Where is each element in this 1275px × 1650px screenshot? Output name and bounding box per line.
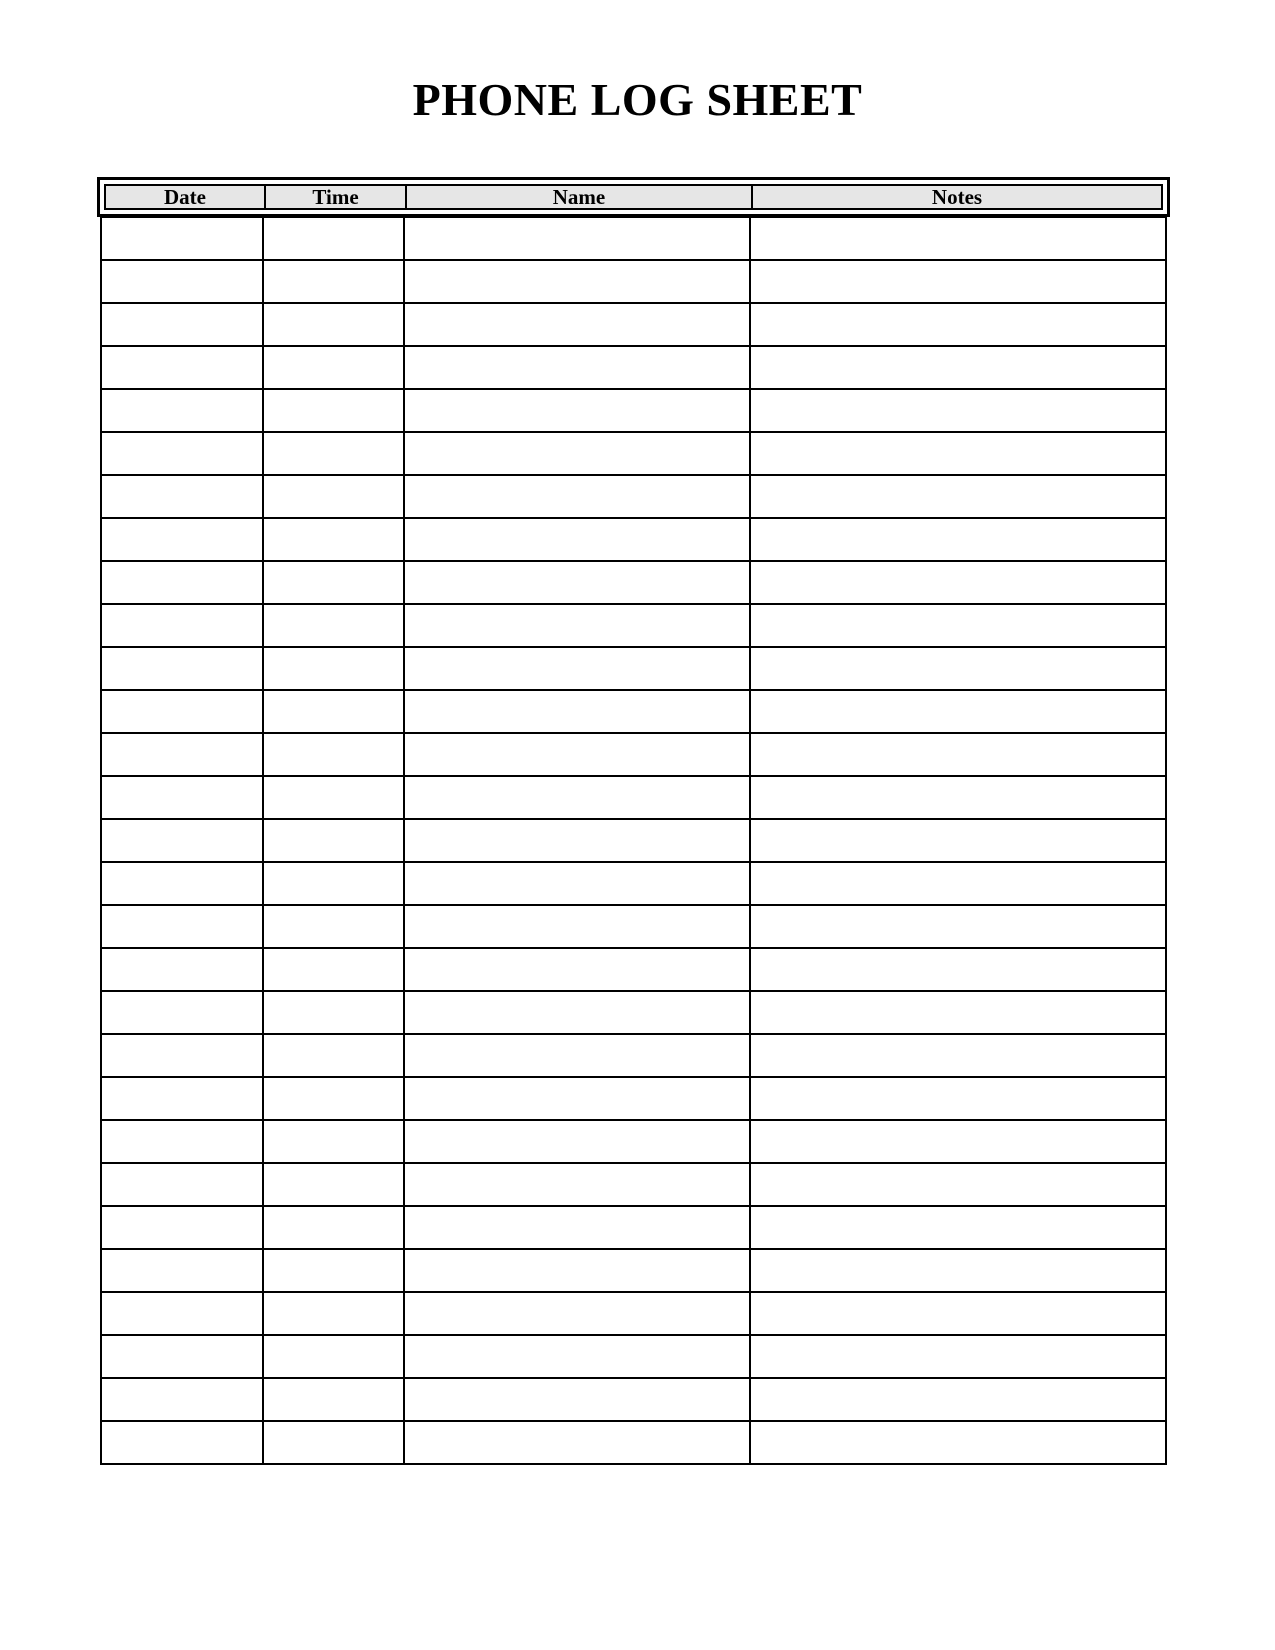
date-cell[interactable] <box>101 1292 263 1335</box>
time-cell[interactable] <box>263 905 404 948</box>
table-row <box>101 432 1166 475</box>
time-cell[interactable] <box>263 948 404 991</box>
date-cell[interactable] <box>101 218 263 261</box>
name-cell[interactable] <box>404 346 750 389</box>
name-cell[interactable] <box>404 260 750 303</box>
time-cell[interactable] <box>263 862 404 905</box>
date-cell[interactable] <box>101 776 263 819</box>
time-cell[interactable] <box>263 1120 404 1163</box>
table-header-row <box>104 184 1163 210</box>
notes-cell[interactable] <box>750 1206 1166 1249</box>
time-cell[interactable] <box>263 1163 404 1206</box>
header-name: Name <box>407 186 753 208</box>
notes-cell[interactable] <box>750 819 1166 862</box>
name-cell[interactable] <box>404 389 750 432</box>
notes-cell[interactable] <box>750 432 1166 475</box>
name-cell[interactable] <box>404 475 750 518</box>
table-row <box>101 948 1166 991</box>
header-time: Time <box>266 186 407 208</box>
table-row <box>101 303 1166 346</box>
notes-cell[interactable] <box>750 1120 1166 1163</box>
name-cell[interactable] <box>404 518 750 561</box>
time-cell[interactable] <box>263 733 404 776</box>
date-cell[interactable] <box>101 518 263 561</box>
time-cell[interactable] <box>263 1249 404 1292</box>
page-title: PHONE LOG SHEET <box>412 74 863 125</box>
date-cell[interactable] <box>101 1421 263 1464</box>
notes-cell[interactable] <box>750 862 1166 905</box>
date-cell[interactable] <box>101 1077 263 1120</box>
name-cell[interactable] <box>404 561 750 604</box>
date-cell[interactable] <box>101 346 263 389</box>
name-cell[interactable] <box>404 1249 750 1292</box>
table-row <box>101 475 1166 518</box>
notes-cell[interactable] <box>750 905 1166 948</box>
notes-cell[interactable] <box>750 346 1166 389</box>
time-cell[interactable] <box>263 819 404 862</box>
table-row <box>101 346 1166 389</box>
time-cell[interactable] <box>263 475 404 518</box>
table-row <box>101 862 1166 905</box>
time-cell[interactable] <box>263 303 404 346</box>
header-date: Date <box>106 186 266 208</box>
time-cell[interactable] <box>263 604 404 647</box>
name-cell[interactable] <box>404 991 750 1034</box>
date-cell[interactable] <box>101 862 263 905</box>
notes-cell[interactable] <box>750 561 1166 604</box>
time-cell[interactable] <box>263 690 404 733</box>
table-row <box>101 1077 1166 1120</box>
header-notes: Notes <box>931 185 983 209</box>
phone-log-table <box>100 217 1167 1465</box>
time-cell[interactable] <box>263 561 404 604</box>
time-cell[interactable] <box>263 1378 404 1421</box>
name-cell[interactable] <box>404 733 750 776</box>
name-cell[interactable] <box>404 432 750 475</box>
name-cell[interactable] <box>404 690 750 733</box>
name-cell[interactable] <box>404 303 750 346</box>
name-cell[interactable] <box>404 1378 750 1421</box>
name-cell[interactable] <box>404 862 750 905</box>
notes-cell[interactable] <box>750 604 1166 647</box>
notes-cell[interactable] <box>750 1421 1166 1464</box>
notes-cell[interactable] <box>750 991 1166 1034</box>
date-cell[interactable] <box>101 733 263 776</box>
table-row <box>101 905 1166 948</box>
date-cell[interactable] <box>101 1335 263 1378</box>
table-row <box>101 1206 1166 1249</box>
notes-cell[interactable] <box>750 1034 1166 1077</box>
time-cell[interactable] <box>263 1034 404 1077</box>
notes-cell[interactable] <box>750 733 1166 776</box>
name-cell[interactable] <box>404 1077 750 1120</box>
name-cell[interactable] <box>404 819 750 862</box>
table-row <box>101 819 1166 862</box>
table-row <box>101 260 1166 303</box>
name-cell[interactable] <box>404 776 750 819</box>
time-cell[interactable] <box>263 991 404 1034</box>
notes-cell[interactable] <box>750 647 1166 690</box>
date-cell[interactable] <box>101 647 263 690</box>
notes-cell[interactable] <box>750 1163 1166 1206</box>
table-row <box>101 389 1166 432</box>
table-row <box>101 1249 1166 1292</box>
notes-cell[interactable] <box>750 303 1166 346</box>
name-cell[interactable] <box>404 1421 750 1464</box>
notes-cell[interactable] <box>750 475 1166 518</box>
name-cell[interactable] <box>404 1335 750 1378</box>
time-cell[interactable] <box>263 346 404 389</box>
date-cell[interactable] <box>101 604 263 647</box>
table-row <box>101 647 1166 690</box>
time-cell[interactable] <box>263 1335 404 1378</box>
table-row <box>101 1120 1166 1163</box>
name-cell[interactable] <box>404 1163 750 1206</box>
notes-cell[interactable] <box>750 389 1166 432</box>
time-cell[interactable] <box>263 518 404 561</box>
name-cell[interactable] <box>404 1034 750 1077</box>
date-cell[interactable] <box>101 1120 263 1163</box>
notes-cell[interactable] <box>750 218 1166 261</box>
notes-cell[interactable] <box>750 1378 1166 1421</box>
table-row <box>101 518 1166 561</box>
time-cell[interactable] <box>263 647 404 690</box>
time-cell[interactable] <box>263 1206 404 1249</box>
notes-cell[interactable] <box>750 948 1166 991</box>
date-cell[interactable] <box>101 1249 263 1292</box>
table-row <box>101 1378 1166 1421</box>
date-cell[interactable] <box>101 948 263 991</box>
notes-cell[interactable] <box>750 1292 1166 1335</box>
date-cell[interactable] <box>101 1206 263 1249</box>
date-cell[interactable] <box>101 389 263 432</box>
date-cell[interactable] <box>101 260 263 303</box>
table-row <box>101 776 1166 819</box>
table-row <box>101 218 1166 261</box>
table-row <box>101 1292 1166 1335</box>
time-cell[interactable] <box>263 1421 404 1464</box>
date-cell[interactable] <box>101 432 263 475</box>
notes-cell[interactable] <box>750 1249 1166 1292</box>
date-cell[interactable] <box>101 819 263 862</box>
time-cell[interactable] <box>263 776 404 819</box>
time-cell[interactable] <box>263 389 404 432</box>
date-cell[interactable] <box>101 1034 263 1077</box>
name-cell[interactable] <box>404 905 750 948</box>
name-cell[interactable] <box>404 1292 750 1335</box>
date-cell[interactable] <box>101 905 263 948</box>
table-row <box>101 991 1166 1034</box>
time-cell[interactable] <box>263 1077 404 1120</box>
date-cell[interactable] <box>101 561 263 604</box>
table-row <box>101 690 1166 733</box>
phone-log-body <box>101 218 1166 1465</box>
table-header <box>97 177 1170 217</box>
name-cell[interactable] <box>404 604 750 647</box>
table-row <box>101 1034 1166 1077</box>
date-cell[interactable] <box>101 1163 263 1206</box>
date-cell[interactable] <box>101 303 263 346</box>
notes-cell[interactable] <box>750 1335 1166 1378</box>
date-cell[interactable] <box>101 991 263 1034</box>
notes-cell[interactable] <box>750 518 1166 561</box>
table-row <box>101 1421 1166 1464</box>
table-row <box>101 733 1166 776</box>
time-cell[interactable] <box>263 218 404 261</box>
table-row <box>101 604 1166 647</box>
table-row <box>101 1163 1166 1206</box>
time-cell[interactable] <box>263 1292 404 1335</box>
date-cell[interactable] <box>101 690 263 733</box>
name-cell[interactable] <box>404 647 750 690</box>
name-cell[interactable] <box>404 218 750 261</box>
date-cell[interactable] <box>101 1378 263 1421</box>
name-cell[interactable] <box>404 1120 750 1163</box>
notes-cell[interactable] <box>750 776 1166 819</box>
notes-cell[interactable] <box>750 1077 1166 1120</box>
table-row <box>101 1335 1166 1378</box>
date-cell[interactable] <box>101 475 263 518</box>
name-cell[interactable] <box>404 1206 750 1249</box>
table-row <box>101 561 1166 604</box>
name-cell[interactable] <box>404 948 750 991</box>
notes-cell[interactable] <box>750 260 1166 303</box>
time-cell[interactable] <box>263 432 404 475</box>
notes-cell[interactable] <box>750 690 1166 733</box>
time-cell[interactable] <box>263 260 404 303</box>
